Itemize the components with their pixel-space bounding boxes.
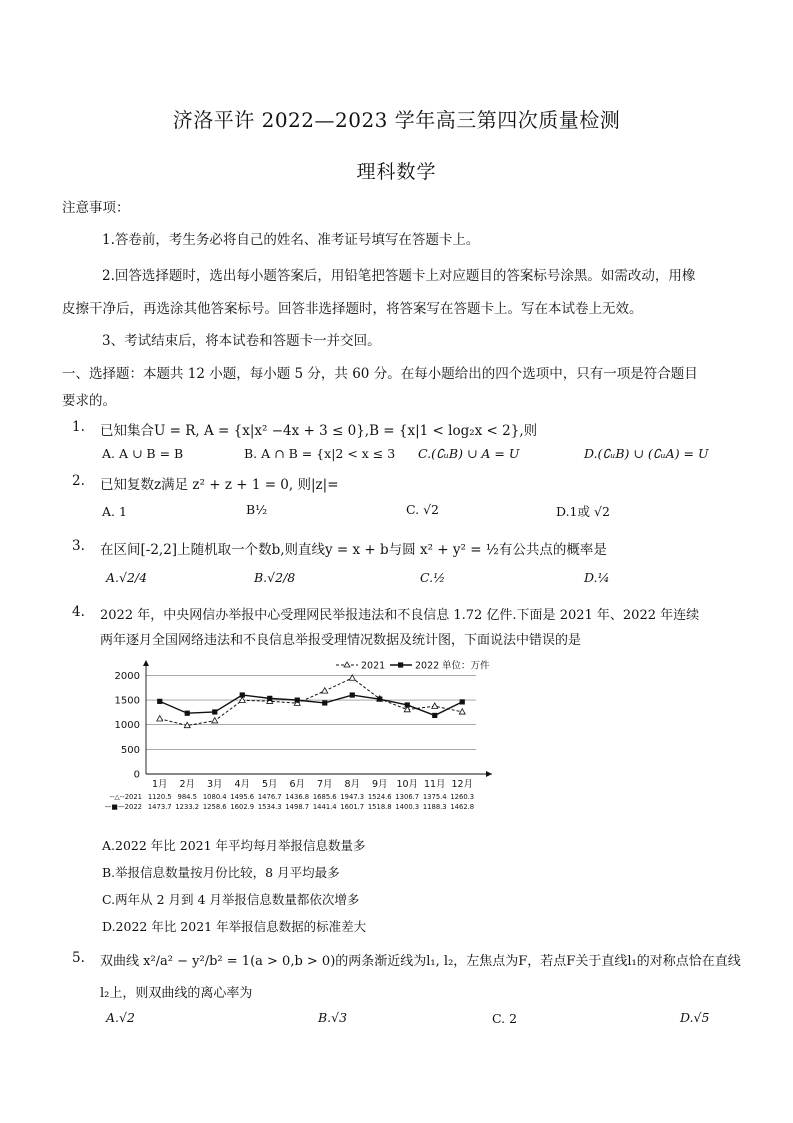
question-3-option-c: C.½ [420,570,446,585]
question-4-option-b: B.举报信息数量按月份比较，8 月平均最多 [102,865,340,880]
question-4-option-a: A.2022 年比 2021 年平均每月举报信息数量多 [102,838,366,853]
chart-data-label-2022: 1473.7 [147,803,172,811]
chart-table-row-label-2022: —■—2022 [104,803,142,811]
chart-data-label-2022: 1233.2 [175,803,200,811]
page-title: 济洛平许 2022—2023 学年高三第四次质量检测 [172,108,621,132]
question-3-number: 3. [72,538,85,554]
question-2-option-c: C. √2 [406,502,439,517]
chart-point-2022 [157,699,162,704]
chart-data-label-2022: 1498.7 [285,803,310,811]
question-3-option-b: B.√2/8 [254,570,296,585]
chart-data-label-2022: 1534.3 [257,803,282,811]
chart-data-label-2021: 1120.5 [147,793,172,801]
question-4-stem-line-1: 2022 年，中央网信办举报中心受理网民举报违法和不良信息 1.72 亿件.下面是 2021 年、2022 年连续 [100,608,700,623]
question-4-option-d: D.2022 年比 2021 年举报信息数据的标准差大 [102,919,367,934]
question-5-stem-line-2: l₂上，则双曲线的离心率为 [100,986,253,1001]
section-heading-line-1: 一、选择题：本题共 12 小题，每小题 5 分，共 60 分。在每小题给出的四个选项中，只有一项是符合题目 [62,366,698,382]
note-3: 3、考试结束后，将本试卷和答题卡一并交回。 [102,333,381,349]
chart-x-tick-label: 4月 [234,779,251,790]
chart-point-2022 [322,700,327,705]
chart-data-label-2021: 984.5 [177,793,197,801]
chart-data-label-2021: 1685.6 [312,793,337,801]
chart-x-tick-label: 10月 [396,779,419,790]
chart-legend-2022-label: 2022 [415,660,440,672]
chart-data-label-2022: 1518.8 [367,803,392,811]
chart-point-2021 [432,703,438,708]
chart-data-label-2022: 1602.9 [230,803,255,811]
chart-x-tick-label: 2月 [179,779,196,790]
chart-x-tick-label: 5月 [261,779,278,790]
chart-legend-2021-label: 2021 [361,660,386,672]
chart-point-2022 [185,711,190,716]
chart-y-tick-label: 2000 [114,670,140,682]
question-1-number: 1. [72,419,85,435]
chart-point-2022 [460,699,465,704]
chart-data-label-2022: 1188.3 [422,803,447,811]
question-4-stem-line-2: 两年逐月全国网络违法和不良信息举报受理情况数据及统计图，下面说法中错误的是 [100,633,582,648]
chart-data-label-2021: 1947.3 [340,793,365,801]
question-2-number: 2. [72,473,85,489]
question-2-option-b: B½ [246,502,268,517]
question-1-option-a: A. A ∪ B = B [102,446,184,461]
page-subtitle: 理科数学 [356,161,437,183]
chart-point-2022 [267,696,272,701]
chart-svg [100,656,500,816]
chart-legend-unit: 单位：万件 [442,660,490,672]
chart-data-label-2021: 1375.4 [422,793,447,801]
chart-y-tick-label: 1000 [114,720,140,732]
chart-data-label-2022: 1441.4 [312,803,337,811]
chart-y-tick-label: 500 [120,744,140,756]
chart-point-2021 [157,716,163,721]
chart-point-2022 [295,698,300,703]
section-heading-line-2: 要求的。 [62,393,116,409]
notes-heading: 注意事项： [62,200,130,216]
question-4-option-c: C.两年从 2 月到 4 月举报信息数量都依次增多 [102,892,360,907]
chart-x-tick-label: 6月 [289,779,306,790]
chart-table-row-label-2021: --△--2021 [109,793,142,801]
chart-data-label-2021: 1495.6 [230,793,255,801]
question-5-option-c: C. 2 [492,1011,518,1026]
question-1-option-c: C.(∁ᵤB) ∪ A = U [418,446,520,461]
question-3-stem: 在区间[-2,2]上随机取一个数b,则直线y = x + b与圆 x² + y² = ½有公共点的概率是 [100,542,607,558]
chart-legend-2022-marker [398,662,403,667]
question-5-option-d: D.√5 [680,1010,710,1025]
chart-x-tick-label: 7月 [316,779,333,790]
question-1-option-b: B. A ∩ B = {x|2 < x ≤ 3 [244,446,396,461]
chart-series-2022-line [160,695,463,715]
question-5-option-b: B.√3 [318,1010,348,1025]
chart-data-label-2021: 1476.7 [257,793,282,801]
question-2-option-d: D.1或 √2 [556,504,610,519]
chart-x-tick-label: 12月 [451,779,474,790]
chart-x-tick-label: 11月 [423,779,446,790]
question-1-stem: 已知集合U = R, A = {x|x² −4x + 3 ≤ 0},B = {x|1 < log₂x < 2},则 [100,423,538,439]
chart-y-tick-label: 1500 [114,695,140,707]
question-4-number: 4. [72,604,85,620]
chart-y-axis-arrow [143,660,149,666]
chart-data-label-2021: 1306.7 [395,793,420,801]
question-5-stem-line-1: 双曲线 x²/a² − y²/b² = 1(a > 0,b > 0)的两条渐近线为l₁, l₂，左焦点为F，若点F关于直线l₁的对称点恰在直线 [100,954,741,969]
chart-point-2021 [459,709,465,714]
chart-x-axis-arrow [486,771,492,777]
chart-point-2021 [212,718,218,723]
chart-y-tick-label: 0 [133,769,140,781]
chart-x-tick-label: 9月 [371,779,388,790]
question-2-option-a: A. 1 [102,504,127,519]
report-statistics-chart [100,656,500,816]
chart-data-label-2021: 1524.6 [367,793,392,801]
chart-data-label-2022: 1258.6 [202,803,227,811]
question-5-option-a: A.√2 [106,1010,135,1025]
chart-point-2022 [212,709,217,714]
chart-data-label-2021: 1080.4 [202,793,227,801]
question-3-option-a: A.√2/4 [106,570,148,585]
chart-point-2022 [350,692,355,697]
question-1-option-d: D.(∁ᵤB) ∪ (∁ᵤA) = U [584,446,709,461]
chart-point-2022 [432,713,437,718]
chart-x-tick-label: 3月 [206,779,223,790]
note-2-line-2: 皮擦干净后，再选涂其他答案标号。回答非选择题时，将答案写在答题卡上。写在本试卷上无效。 [62,301,643,317]
chart-point-2022 [405,702,410,707]
chart-x-tick-label: 1月 [151,779,168,790]
chart-data-label-2021: 1260.3 [450,793,475,801]
question-5-number: 5. [72,950,85,966]
question-3-option-d: D.¼ [584,570,610,585]
note-1: 1.答卷前，考生务必将自己的姓名、准考证号填写在答题卡上。 [102,232,480,248]
chart-point-2022 [240,692,245,697]
chart-data-label-2022: 1400.3 [395,803,420,811]
question-2-stem: 已知复数z满足 z² + z + 1 = 0, 则|z|= [100,477,339,493]
chart-data-label-2022: 1601.7 [340,803,365,811]
chart-data-label-2022: 1462.8 [450,803,475,811]
chart-data-label-2021: 1436.8 [285,793,310,801]
chart-legend-2021-marker [344,662,350,667]
note-2-line-1: 2.回答选择题时，选出每小题答案后，用铅笔把答题卡上对应题目的答案标号涂黑。如需改动，用橡 [102,268,696,284]
chart-x-tick-label: 8月 [344,779,361,790]
chart-point-2022 [377,697,382,702]
